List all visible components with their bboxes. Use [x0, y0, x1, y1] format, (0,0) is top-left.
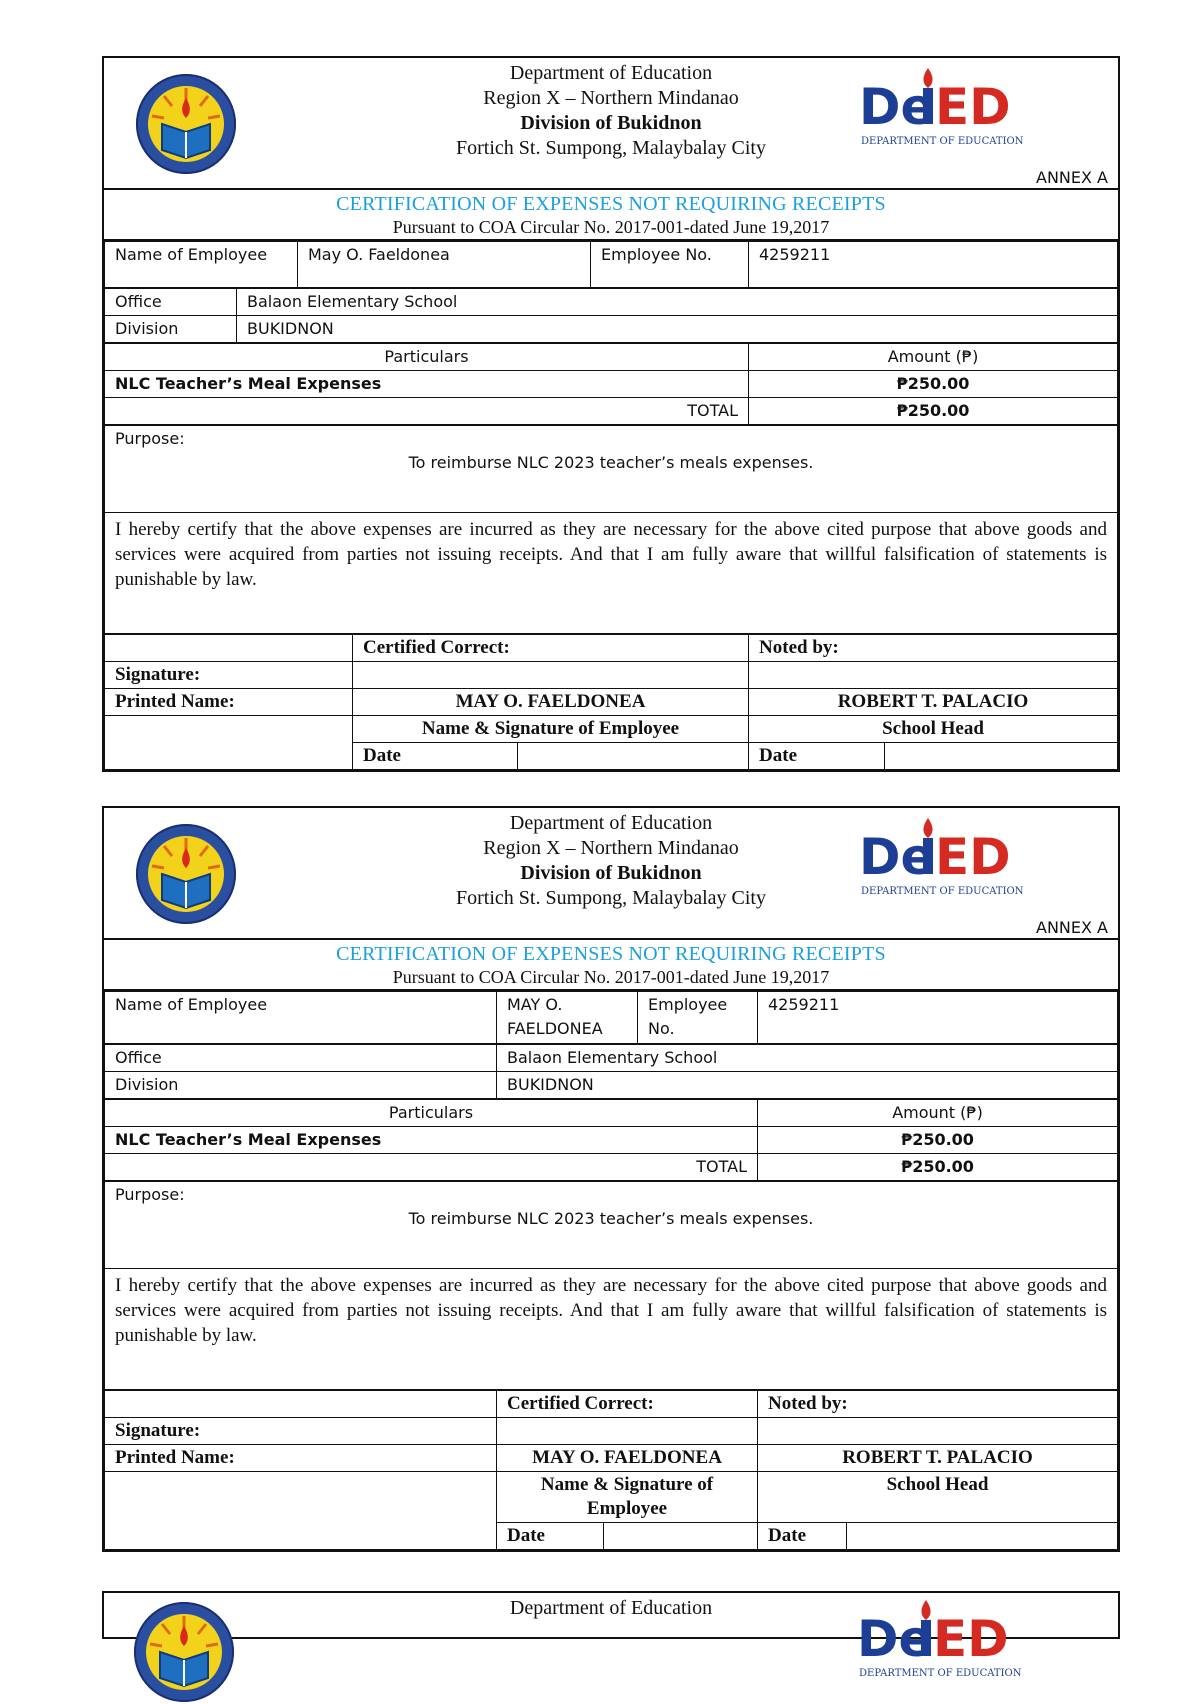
form-title: CERTIFICATION OF EXPENSES NOT REQUIRING RECEIPTS	[336, 193, 886, 215]
address-line: Fortich St. Sumpong, Malaybalay City	[456, 887, 766, 909]
region-line: Region X – Northern Mindanao	[483, 87, 739, 109]
head-signature-field[interactable]	[749, 662, 1118, 689]
employee-no-label: Employee No.	[591, 242, 749, 288]
division-line: Division of Bukidnon	[520, 112, 702, 134]
employee-signature-field[interactable]	[497, 1418, 758, 1445]
signature-table	[104, 1390, 1118, 1550]
head-date-label: Date	[758, 1523, 847, 1550]
certification-statement: I hereby certify that the above expenses are incurred as they are necessary for the above cited purpose that above goods and services were acquired from parties not issuing receipts. And that I am fully aware that willful falsification of statements is punishable by law.	[105, 1269, 1118, 1390]
employee-date-label: Date	[497, 1523, 604, 1550]
office-label: Office	[105, 289, 237, 316]
employee-name-label: Name of Employee	[105, 242, 298, 288]
employee-caption: Name & Signature of Employee	[353, 716, 749, 743]
annex-label: ANNEX A	[1036, 168, 1108, 187]
particulars-header: Particulars	[105, 344, 749, 371]
head-caption: School Head	[758, 1472, 1118, 1523]
office-label: Office	[105, 1045, 497, 1072]
certified-correct-label: Certified Correct:	[497, 1391, 758, 1418]
purpose-cell	[105, 1182, 1118, 1269]
employee-printed-name: MAY O. FAELDONEA	[353, 689, 749, 716]
signature-label: Signature:	[105, 662, 353, 689]
certified-correct-label: Certified Correct:	[353, 635, 749, 662]
purpose-table	[104, 425, 1118, 634]
deped-division-seal-icon	[132, 1600, 236, 1704]
deped-logo-icon	[859, 816, 1029, 906]
employee-name-value: MAY O. FAELDONEA	[497, 992, 638, 1044]
purpose-table	[104, 1181, 1118, 1390]
head-signature-field[interactable]	[758, 1418, 1118, 1445]
purpose-label: Purpose:	[115, 1185, 185, 1204]
employee-no-value: 4259211	[749, 242, 1118, 288]
noted-by-label: Noted by:	[758, 1391, 1118, 1418]
head-date-label: Date	[749, 743, 885, 770]
employee-caption: Name & Signature of Employee	[497, 1472, 758, 1523]
total-label: TOTAL	[105, 1154, 758, 1181]
employee-name-value: May O. Faeldonea	[298, 242, 591, 288]
employee-printed-name: MAY O. FAELDONEA	[497, 1445, 758, 1472]
printed-name-label: Printed Name:	[105, 689, 353, 716]
head-date-field[interactable]	[885, 743, 1118, 770]
head-printed-name: ROBERT T. PALACIO	[749, 689, 1118, 716]
division-value: BUKIDNON	[237, 316, 1118, 343]
head-caption: School Head	[749, 716, 1118, 743]
certification-form-2	[102, 806, 1120, 1552]
employee-table	[104, 241, 1118, 288]
signature-table	[104, 634, 1118, 770]
division-line: Division of Bukidnon	[520, 862, 702, 884]
region-line: Region X – Northern Mindanao	[483, 837, 739, 859]
form-header	[104, 808, 1118, 940]
purpose-label: Purpose:	[115, 429, 185, 448]
employee-row	[105, 242, 1118, 288]
form-title-block	[104, 940, 1118, 991]
signature-label: Signature:	[105, 1418, 497, 1445]
employee-row	[105, 992, 1118, 1044]
employee-table	[104, 991, 1118, 1044]
expense-amount: ₱250.00	[749, 371, 1118, 398]
office-value: Balaon Elementary School	[497, 1045, 1118, 1072]
total-amount: ₱250.00	[758, 1154, 1118, 1181]
expenses-table	[104, 1099, 1118, 1181]
office-value: Balaon Elementary School	[237, 289, 1118, 316]
expenses-table	[104, 343, 1118, 425]
employee-date-label: Date	[353, 743, 518, 770]
amount-header: Amount (₱)	[749, 344, 1118, 371]
office-table	[104, 288, 1118, 343]
expense-item: NLC Teacher’s Meal Expenses	[105, 1127, 758, 1154]
department-line: Department of Education	[509, 812, 713, 834]
noted-by-label: Noted by:	[749, 635, 1118, 662]
certification-statement: I hereby certify that the above expenses are incurred as they are necessary for the above cited purpose that above goods and services were acquired from parties not issuing receipts. And that I am fully aware that willful falsification of statements is punishable by law.	[105, 513, 1118, 634]
form-title-block	[104, 190, 1118, 241]
deped-logo-icon	[859, 66, 1029, 156]
particulars-header: Particulars	[105, 1100, 758, 1127]
expense-item: NLC Teacher’s Meal Expenses	[105, 371, 749, 398]
deped-logo-icon	[857, 1598, 1027, 1688]
form-subtitle: Pursuant to COA Circular No. 2017-001-dated June 19,2017	[392, 967, 830, 987]
employee-no-label: Employee No.	[638, 992, 758, 1044]
form-header	[104, 58, 1118, 190]
employee-date-field[interactable]	[604, 1523, 758, 1550]
purpose-text: To reimburse NLC 2023 teacher’s meals expenses.	[408, 453, 814, 472]
purpose-text: To reimburse NLC 2023 teacher’s meals expenses.	[408, 1209, 814, 1228]
division-label: Division	[105, 1072, 497, 1099]
purpose-cell	[105, 426, 1118, 513]
head-printed-name: ROBERT T. PALACIO	[758, 1445, 1118, 1472]
head-date-field[interactable]	[847, 1523, 1118, 1550]
division-label: Division	[105, 316, 237, 343]
department-line: Department of Education	[509, 1597, 713, 1619]
division-value: BUKIDNON	[497, 1072, 1118, 1099]
employee-signature-field[interactable]	[353, 662, 749, 689]
form-title: CERTIFICATION OF EXPENSES NOT REQUIRING RECEIPTS	[336, 943, 886, 965]
annex-label: ANNEX A	[1036, 918, 1108, 937]
total-label: TOTAL	[105, 398, 749, 425]
printed-name-label: Printed Name:	[105, 1445, 497, 1472]
expense-amount: ₱250.00	[758, 1127, 1118, 1154]
address-line: Fortich St. Sumpong, Malaybalay City	[456, 137, 766, 159]
total-amount: ₱250.00	[749, 398, 1118, 425]
department-line: Department of Education	[509, 62, 713, 84]
amount-header: Amount (₱)	[758, 1100, 1118, 1127]
office-table	[104, 1044, 1118, 1099]
employee-date-field[interactable]	[518, 743, 749, 770]
form-subtitle: Pursuant to COA Circular No. 2017-001-dated June 19,2017	[392, 217, 830, 237]
employee-name-label: Name of Employee	[105, 992, 497, 1044]
employee-no-value: 4259211	[758, 992, 1118, 1044]
certification-form-1	[102, 56, 1120, 772]
